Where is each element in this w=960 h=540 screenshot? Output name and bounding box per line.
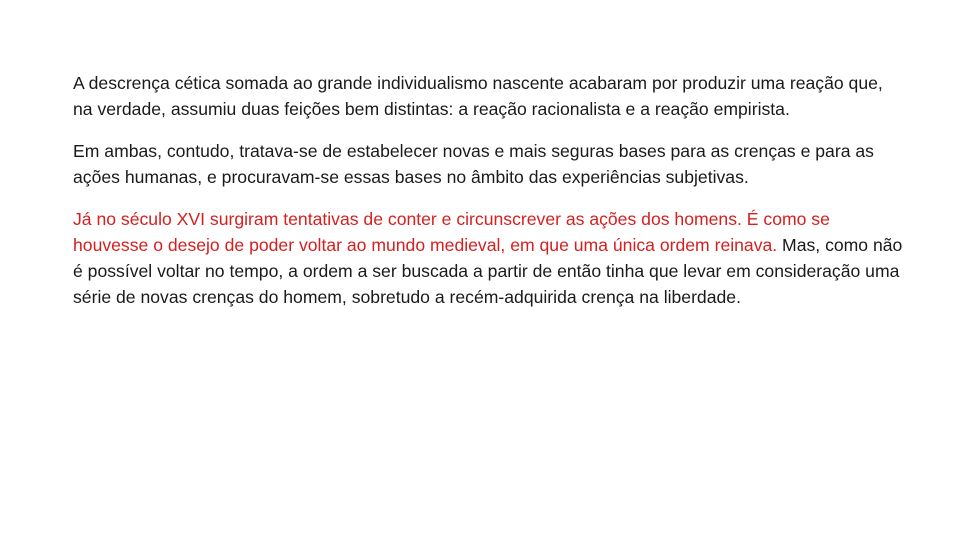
paragraph-1: A descrença cética somada ao grande individualismo nascente acabaram por produzir uma reação que, na verdade, assumiu duas feições bem distintas: a reação racionalista e a reação empirista. — [73, 73, 883, 119]
paragraph-3 — [73, 206, 903, 310]
paragraph-3-highlighted-text: Já no século XVI surgiram tentativas de conter e circunscrever as ações dos homens. É como se houvesse o desejo de poder voltar ao mundo medieval, em que uma única ordem reinava. — [73, 209, 830, 255]
paragraph-3-text: Mas, como não é possível voltar no tempo, a ordem a ser buscada a partir de então tinha que levar em consideração uma série de novas crenças do homem, sobretudo a recém-adquirida crença na liberdade. — [73, 235, 903, 307]
slide-text-body — [73, 70, 903, 326]
paragraph-2: Em ambas, contudo, tratava-se de estabelecer novas e mais seguras bases para as crenças e para as ações humanas, e procuravam-se essas bases no âmbito das experiências subjetivas. — [73, 141, 874, 187]
